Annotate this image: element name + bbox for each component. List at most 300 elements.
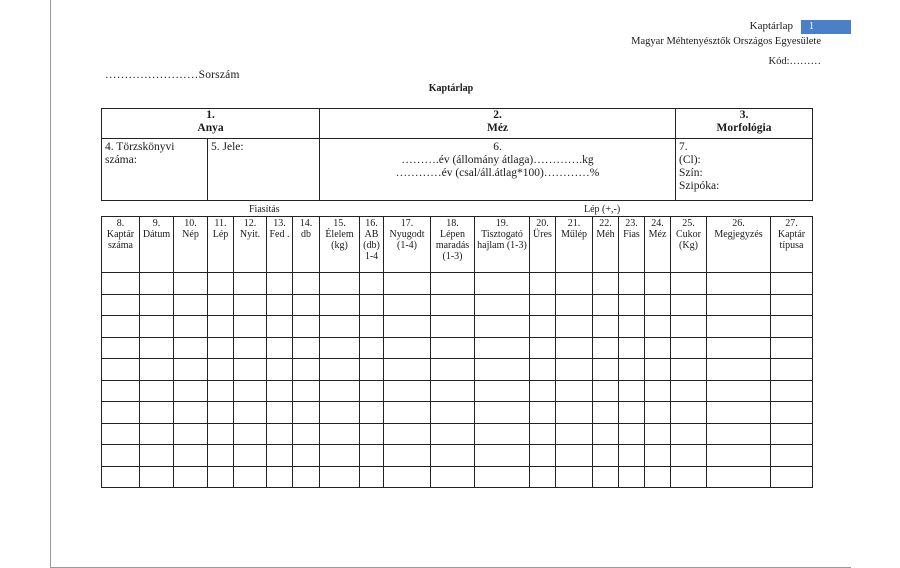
column-number: 20.	[536, 218, 549, 229]
column-label: Műlép	[560, 229, 588, 240]
column-number: 11.	[214, 218, 227, 229]
column-label: Kaptár száma	[106, 229, 135, 251]
table-cell[interactable]	[771, 380, 813, 402]
table-cell[interactable]	[267, 445, 293, 467]
column-header	[208, 217, 234, 273]
table-cell[interactable]	[707, 337, 771, 359]
column-label: AB (db) 1-4	[363, 229, 380, 262]
table-cell[interactable]	[431, 294, 475, 316]
table-cell[interactable]	[174, 294, 208, 316]
table-cell[interactable]	[530, 423, 556, 445]
column-label: Megjegyzés	[714, 229, 763, 240]
table-cell[interactable]	[320, 273, 360, 295]
column-header	[671, 217, 707, 273]
column-number: 13.	[273, 218, 286, 229]
table-cell[interactable]	[771, 337, 813, 359]
table-cell[interactable]	[475, 294, 530, 316]
column-label: Nyit.	[239, 229, 261, 240]
table-cell[interactable]	[360, 359, 384, 381]
column-header	[771, 217, 813, 273]
table-cell[interactable]	[530, 466, 556, 488]
section-morfologia-number: 3.	[739, 109, 749, 121]
table-cell[interactable]	[320, 359, 360, 381]
table-cell[interactable]	[771, 402, 813, 424]
table-cell[interactable]	[771, 359, 813, 381]
column-label: Kaptár típusa	[777, 229, 806, 251]
column-header	[384, 217, 431, 273]
table-cell[interactable]	[174, 445, 208, 467]
table-cell[interactable]	[174, 273, 208, 295]
table-cell[interactable]	[102, 337, 140, 359]
column-header	[431, 217, 475, 273]
column-header	[234, 217, 267, 273]
table-cell[interactable]	[360, 445, 384, 467]
field-6-honey-yield[interactable]	[320, 139, 676, 201]
table-cell[interactable]	[431, 359, 475, 381]
table-cell[interactable]	[645, 466, 671, 488]
table-cell[interactable]	[208, 380, 234, 402]
column-number: 21.	[567, 218, 581, 229]
table-cell[interactable]	[102, 273, 140, 295]
table-cell[interactable]	[593, 466, 619, 488]
table-cell[interactable]	[475, 273, 530, 295]
table-cell[interactable]	[234, 316, 267, 338]
column-label: db	[301, 229, 311, 240]
table-cell[interactable]	[234, 294, 267, 316]
table-cell[interactable]	[384, 380, 431, 402]
form-sheet	[50, 0, 851, 568]
table-cell[interactable]	[267, 359, 293, 381]
column-header	[556, 217, 593, 273]
column-header-row	[102, 217, 813, 273]
table-cell[interactable]	[556, 380, 593, 402]
table-cell[interactable]	[707, 273, 771, 295]
table-cell[interactable]	[140, 423, 174, 445]
column-number: 16.	[365, 218, 378, 229]
table-cell[interactable]	[707, 380, 771, 402]
table-cell[interactable]	[320, 316, 360, 338]
table-cell[interactable]	[671, 273, 707, 295]
table-cell[interactable]	[645, 423, 671, 445]
table-row	[102, 273, 813, 295]
column-label: Lépen maradás (1-3)	[435, 229, 470, 262]
table-cell[interactable]	[619, 337, 645, 359]
table-cell[interactable]	[593, 294, 619, 316]
table-cell[interactable]	[556, 337, 593, 359]
table-cell[interactable]	[384, 273, 431, 295]
table-cell[interactable]	[360, 294, 384, 316]
table-cell[interactable]	[234, 359, 267, 381]
table-cell[interactable]	[320, 445, 360, 467]
table-cell[interactable]	[208, 466, 234, 488]
table-cell[interactable]	[102, 423, 140, 445]
column-label: Fias	[623, 229, 640, 240]
table-cell[interactable]	[593, 445, 619, 467]
table-cell[interactable]	[384, 316, 431, 338]
field-7-cl: (Cl):	[679, 154, 701, 166]
table-cell[interactable]	[431, 466, 475, 488]
column-number: 10.	[184, 218, 197, 229]
table-cell[interactable]	[320, 380, 360, 402]
table-cell[interactable]	[593, 423, 619, 445]
table-cell[interactable]	[384, 359, 431, 381]
table-cell[interactable]	[360, 423, 384, 445]
column-label: Nyugodt (1-4)	[389, 229, 425, 251]
table-cell[interactable]	[593, 380, 619, 402]
column-number: 9.	[152, 218, 161, 229]
table-row	[102, 359, 813, 381]
column-number: 22.	[599, 218, 612, 229]
table-cell[interactable]	[619, 423, 645, 445]
table-cell[interactable]	[475, 337, 530, 359]
column-header	[530, 217, 556, 273]
table-cell[interactable]	[530, 380, 556, 402]
field-6-line-2: …………év (csal/áll.átlag*100)…………%	[395, 167, 600, 179]
column-number: 23.	[625, 218, 638, 229]
section-anya-number: 1.	[206, 109, 215, 121]
table-cell[interactable]	[234, 423, 267, 445]
table-cell[interactable]	[267, 337, 293, 359]
table-cell[interactable]	[384, 445, 431, 467]
table-cell[interactable]	[267, 423, 293, 445]
column-number: 26.	[732, 218, 745, 229]
table-cell[interactable]	[475, 466, 530, 488]
table-cell[interactable]	[102, 380, 140, 402]
column-header	[293, 217, 320, 273]
column-label: Cukor (Kg)	[676, 229, 701, 251]
table-cell[interactable]	[671, 402, 707, 424]
column-label: Fed .	[269, 229, 290, 240]
column-number: 8.	[116, 218, 125, 229]
table-cell[interactable]	[320, 466, 360, 488]
column-label: Méh	[596, 229, 615, 240]
table-cell[interactable]	[707, 423, 771, 445]
table-cell[interactable]	[267, 316, 293, 338]
table-cell[interactable]	[174, 316, 208, 338]
table-cell[interactable]	[671, 466, 707, 488]
table-cell[interactable]	[530, 445, 556, 467]
table-cell[interactable]	[530, 359, 556, 381]
table-cell[interactable]	[707, 445, 771, 467]
table-cell[interactable]	[293, 337, 320, 359]
table-cell[interactable]	[645, 359, 671, 381]
table-cell[interactable]	[174, 337, 208, 359]
serial-number-label: ……………………Sorszám	[105, 69, 240, 81]
table-cell[interactable]	[671, 337, 707, 359]
table-cell[interactable]	[707, 316, 771, 338]
column-label: Üres	[533, 229, 552, 240]
table-row	[102, 294, 813, 316]
table-cell[interactable]	[293, 294, 320, 316]
table-cell[interactable]	[234, 337, 267, 359]
table-row	[102, 423, 813, 445]
table-cell[interactable]	[174, 423, 208, 445]
table-cell[interactable]	[208, 316, 234, 338]
table-cell[interactable]	[384, 294, 431, 316]
table-cell[interactable]	[140, 466, 174, 488]
field-7-morphology[interactable]	[676, 139, 813, 201]
table-cell[interactable]	[771, 466, 813, 488]
table-cell[interactable]	[619, 273, 645, 295]
column-header	[320, 217, 360, 273]
table-cell[interactable]	[384, 402, 431, 424]
table-row	[102, 445, 813, 467]
column-number: 14.	[299, 218, 313, 229]
table-cell[interactable]	[619, 359, 645, 381]
table-cell[interactable]	[320, 402, 360, 424]
table-cell[interactable]	[556, 466, 593, 488]
table-cell[interactable]	[556, 294, 593, 316]
table-cell[interactable]	[475, 359, 530, 381]
table-cell[interactable]	[671, 294, 707, 316]
table-cell[interactable]	[593, 337, 619, 359]
column-number: 15.	[333, 218, 346, 229]
table-cell[interactable]	[208, 359, 234, 381]
table-cell[interactable]	[671, 423, 707, 445]
field-7-szin: Szín:	[679, 167, 703, 179]
table-cell[interactable]	[645, 294, 671, 316]
table-cell[interactable]	[267, 466, 293, 488]
table-cell[interactable]	[431, 316, 475, 338]
table-cell[interactable]	[140, 380, 174, 402]
table-cell[interactable]	[384, 466, 431, 488]
field-6-number: 6.	[493, 141, 502, 153]
table-cell[interactable]	[293, 466, 320, 488]
table-cell[interactable]	[530, 294, 556, 316]
column-number: 25.	[682, 218, 695, 229]
table-cell[interactable]	[234, 466, 267, 488]
table-cell[interactable]	[530, 402, 556, 424]
table-cell[interactable]	[293, 402, 320, 424]
column-label: Élelem (kg)	[325, 229, 354, 251]
column-label: Dátum	[142, 229, 171, 240]
table-cell[interactable]	[556, 423, 593, 445]
table-cell[interactable]	[267, 380, 293, 402]
table-cell[interactable]	[360, 402, 384, 424]
table-cell[interactable]	[293, 359, 320, 381]
table-cell[interactable]	[671, 445, 707, 467]
field-4-pedigree-number[interactable]	[102, 139, 208, 201]
table-cell[interactable]	[645, 273, 671, 295]
field-6-line-1: ……….év (állomány átlaga)………….kg	[401, 154, 594, 166]
table-cell[interactable]	[140, 359, 174, 381]
table-cell[interactable]	[593, 316, 619, 338]
table-cell[interactable]	[234, 273, 267, 295]
table-cell[interactable]	[320, 294, 360, 316]
table-row	[102, 380, 813, 402]
column-label: Tisztogató hajlam (1-3)	[477, 229, 527, 251]
column-label: Lép	[212, 229, 229, 240]
table-cell[interactable]	[208, 337, 234, 359]
field-7-szipoka: Szipóka:	[679, 180, 720, 192]
table-cell[interactable]	[360, 466, 384, 488]
table-row	[102, 337, 813, 359]
table-cell[interactable]	[293, 273, 320, 295]
table-cell[interactable]	[771, 316, 813, 338]
column-header	[619, 217, 645, 273]
table-cell[interactable]	[174, 380, 208, 402]
table-cell[interactable]	[267, 294, 293, 316]
table-cell[interactable]	[140, 273, 174, 295]
table-cell[interactable]	[619, 445, 645, 467]
table-cell[interactable]	[475, 402, 530, 424]
table-cell[interactable]	[267, 402, 293, 424]
form-title: Kaptárlap	[428, 83, 474, 94]
column-number: 12.	[243, 218, 257, 229]
table-cell[interactable]	[771, 445, 813, 467]
column-label: Méz	[648, 229, 667, 240]
table-cell[interactable]	[384, 423, 431, 445]
table-cell[interactable]	[102, 359, 140, 381]
column-number: 27.	[785, 218, 798, 229]
table-cell[interactable]	[556, 273, 593, 295]
table-cell[interactable]	[431, 402, 475, 424]
table-cell[interactable]	[140, 445, 174, 467]
table-cell[interactable]	[140, 294, 174, 316]
table-cell[interactable]	[320, 423, 360, 445]
code-field-label: Kód:………	[768, 56, 821, 67]
table-cell[interactable]	[293, 423, 320, 445]
column-header	[140, 217, 174, 273]
table-cell[interactable]	[707, 359, 771, 381]
section-mez-header	[320, 109, 676, 139]
column-number: 18.	[446, 218, 459, 229]
table-cell[interactable]	[475, 445, 530, 467]
table-cell[interactable]	[431, 423, 475, 445]
column-label: Nép	[182, 229, 199, 240]
table-cell[interactable]	[475, 380, 530, 402]
table-cell[interactable]	[556, 316, 593, 338]
table-cell[interactable]	[556, 402, 593, 424]
table-cell[interactable]	[771, 294, 813, 316]
table-cell[interactable]	[771, 423, 813, 445]
span-label-lep: Lép (+,-)	[584, 204, 621, 215]
table-cell[interactable]	[645, 402, 671, 424]
table-cell[interactable]	[475, 423, 530, 445]
table-cell[interactable]	[593, 273, 619, 295]
section-anya-header	[102, 109, 320, 139]
table-cell[interactable]	[707, 294, 771, 316]
table-cell[interactable]	[102, 466, 140, 488]
table-cell[interactable]	[431, 273, 475, 295]
table-cell[interactable]	[619, 466, 645, 488]
table-row	[102, 466, 813, 488]
table-cell[interactable]	[431, 380, 475, 402]
table-cell[interactable]	[208, 294, 234, 316]
table-cell[interactable]	[360, 380, 384, 402]
table-cell[interactable]	[671, 359, 707, 381]
table-cell[interactable]	[174, 359, 208, 381]
column-header	[267, 217, 293, 273]
table-cell[interactable]	[671, 316, 707, 338]
table-cell[interactable]	[619, 402, 645, 424]
table-cell[interactable]	[360, 337, 384, 359]
section-anya-label: Anya	[197, 122, 224, 134]
table-cell[interactable]	[593, 359, 619, 381]
table-cell[interactable]	[530, 273, 556, 295]
table-cell[interactable]	[645, 316, 671, 338]
table-cell[interactable]	[645, 445, 671, 467]
table-cell[interactable]	[431, 445, 475, 467]
table-cell[interactable]	[234, 402, 267, 424]
column-header	[707, 217, 771, 273]
table-cell[interactable]	[619, 294, 645, 316]
table-cell[interactable]	[293, 316, 320, 338]
column-number: 24.	[651, 218, 664, 229]
table-cell[interactable]	[771, 273, 813, 295]
column-header	[475, 217, 530, 273]
table-cell[interactable]	[293, 445, 320, 467]
table-cell[interactable]	[360, 316, 384, 338]
column-number: 17.	[400, 218, 414, 229]
section-morfologia-header	[676, 109, 813, 139]
table-cell[interactable]	[140, 316, 174, 338]
column-header	[102, 217, 140, 273]
table-cell[interactable]	[234, 445, 267, 467]
table-cell[interactable]	[593, 402, 619, 424]
table-cell[interactable]	[384, 337, 431, 359]
field-5-mark[interactable]	[208, 139, 320, 201]
header-doc-label: Kaptárlap	[749, 20, 793, 32]
page-number-badge: 1	[801, 20, 851, 34]
table-cell[interactable]	[530, 316, 556, 338]
table-cell[interactable]	[707, 466, 771, 488]
table-cell[interactable]	[208, 445, 234, 467]
table-cell[interactable]	[174, 402, 208, 424]
column-number: 19.	[495, 218, 509, 229]
span-label-fiasitas: Fiasítás	[249, 204, 280, 215]
section-mez-label: Méz	[486, 122, 509, 134]
table-cell[interactable]	[360, 273, 384, 295]
table-cell[interactable]	[645, 380, 671, 402]
table-row	[102, 316, 813, 338]
column-header	[593, 217, 619, 273]
column-header	[645, 217, 671, 273]
table-cell[interactable]	[208, 273, 234, 295]
table-cell[interactable]	[530, 337, 556, 359]
field-7-number: 7.	[679, 141, 688, 153]
field-4-label: 4. Törzskönyvi száma:	[105, 141, 175, 166]
table-cell[interactable]	[645, 337, 671, 359]
table-cell[interactable]	[556, 445, 593, 467]
table-cell[interactable]	[234, 380, 267, 402]
table-cell[interactable]	[619, 380, 645, 402]
table-cell[interactable]	[102, 445, 140, 467]
table-row	[102, 402, 813, 424]
section-mez-number: 2.	[493, 109, 502, 121]
section-table	[101, 108, 813, 201]
table-cell[interactable]	[671, 380, 707, 402]
table-cell[interactable]	[707, 402, 771, 424]
section-morfologia-label: Morfológia	[716, 122, 772, 134]
table-cell[interactable]	[208, 423, 234, 445]
table-cell[interactable]	[140, 337, 174, 359]
table-cell[interactable]	[320, 337, 360, 359]
table-cell[interactable]	[619, 316, 645, 338]
table-cell[interactable]	[102, 402, 140, 424]
table-cell[interactable]	[102, 316, 140, 338]
table-cell[interactable]	[431, 337, 475, 359]
table-cell[interactable]	[208, 402, 234, 424]
table-cell[interactable]	[140, 402, 174, 424]
table-cell[interactable]	[475, 316, 530, 338]
table-cell[interactable]	[102, 294, 140, 316]
column-header	[360, 217, 384, 273]
table-cell[interactable]	[267, 273, 293, 295]
table-cell[interactable]	[174, 466, 208, 488]
table-cell[interactable]	[293, 380, 320, 402]
table-cell[interactable]	[556, 359, 593, 381]
